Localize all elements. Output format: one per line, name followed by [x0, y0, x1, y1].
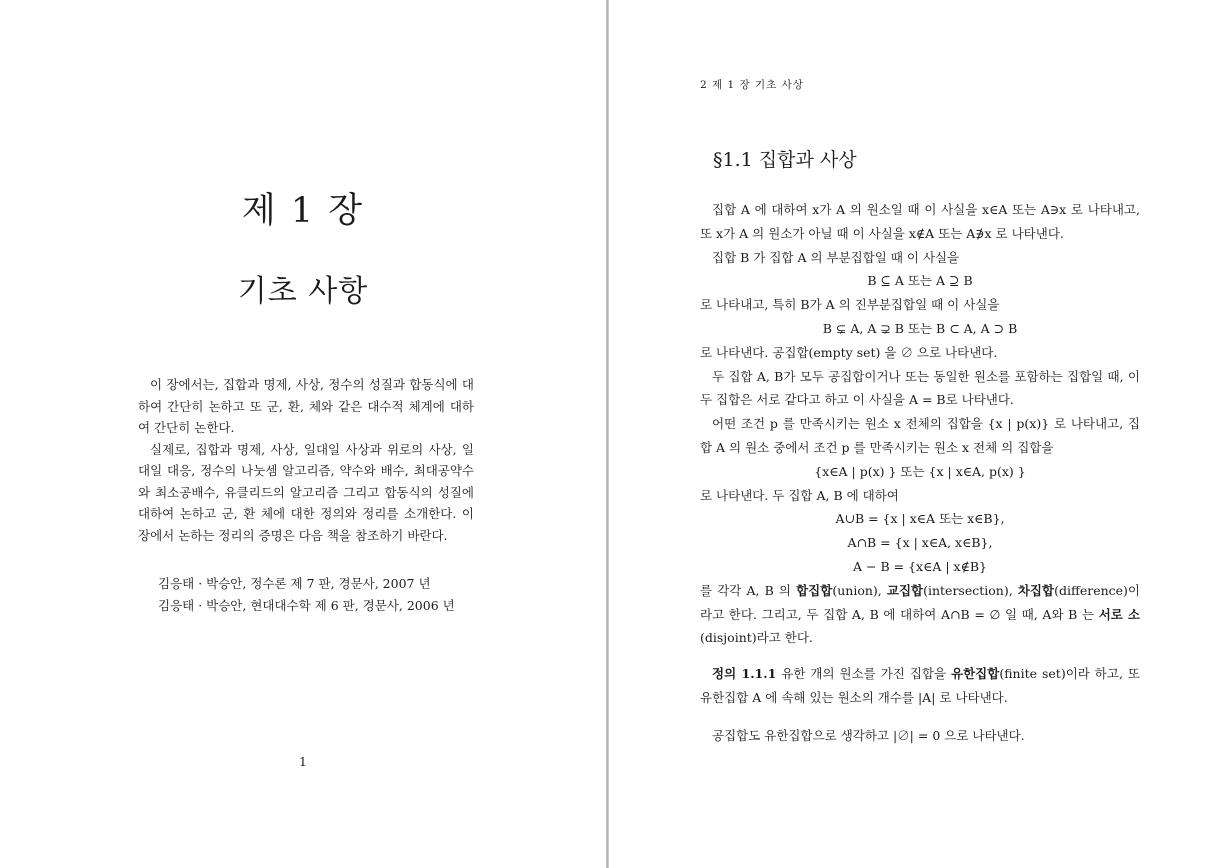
definition: [700, 662, 1140, 710]
reference-item: 김응태 · 박승안, 현대대수학 제 6 판, 경문사, 2006 년: [158, 598, 455, 613]
intro-paragraph: 실제로, 집합과 명제, 사상, 일대일 사상과 위로의 사상, 일대일 대응, 정수의 나눗셈 알고리즘, 약수와 배수, 최대공약수와 최소공배수, 유클리드의 알고리즘 그리고 합동식의 성질에 대하여 논하고 군, 환 체에 대한 정의와 정리를 소개한다. 이 장에서 논하는 정리의 증명은 다음 책을 참조하기 바란다.: [138, 441, 474, 543]
equation: A∩B = {x | x∈A, x∈B},: [847, 535, 993, 551]
reference-list: [158, 573, 455, 617]
text-run: 를 각각 A, B 의: [700, 582, 797, 598]
reference-item: 김응태 · 박승안, 정수론 제 7 판, 경문사, 2007 년: [158, 576, 431, 591]
text-run: (difference)이라고 한다. 그리고, 두 집합 A, B 에 대하여 A∩B = ∅ 일 때, A와 B 는: [700, 582, 1140, 622]
definition-label: 정의 1.1.1: [712, 666, 777, 682]
paragraph: 로 나타낸다. 공집합(empty set) 을 ∅ 으로 나타낸다.: [700, 344, 998, 360]
text-run: (intersection),: [923, 582, 1018, 598]
chapter-number: 제 1 장: [241, 191, 365, 231]
equation: A∪B = {x | x∈A 또는 x∈B},: [835, 511, 1005, 527]
chapter-title: 기초 사항: [237, 274, 369, 309]
paragraph: 집합 A 에 대하여 x가 A 의 원소일 때 이 사실을 x∈A 또는 A∋x 로 나타내고, 또 x가 A 의 원소가 아닐 때 이 사실을 x∉A 또는 A∌x 로 나타낸다.: [700, 202, 1140, 241]
text-run: (union),: [832, 582, 887, 598]
spacer: [700, 710, 1140, 724]
term-union: 합집합: [796, 582, 833, 598]
page-number: 1: [299, 755, 307, 769]
right-page: [609, 0, 1215, 868]
text-run: (disjoint)라고 한다.: [700, 630, 813, 646]
term-difference: 차집합: [1017, 582, 1055, 598]
spacer: [700, 650, 1140, 662]
section-title: §1.1 집합과 사상: [713, 149, 857, 171]
equation: A − B = {x∈A | x∉B}: [853, 558, 987, 574]
left-page: [0, 0, 606, 868]
text-run: 유한 개의 원소를 가진 집합을: [776, 666, 952, 682]
paragraph: 어떤 조건 p 를 만족시키는 원소 x 전체의 집합을 {x | p(x)} 로 나타내고, 집합 A 의 원소 중에서 조건 p 를 만족시키는 원소 x 전체 의 집합을: [700, 416, 1140, 455]
intro-paragraph: 이 장에서는, 집합과 명제, 사상, 정수의 성질과 합동식에 대하여 간단히 논하고 또 군, 환, 체와 같은 대수적 체계에 대하여 간단히 논한다.: [138, 377, 474, 435]
paragraph: 로 나타낸다. 두 집합 A, B 에 대하여: [700, 487, 899, 503]
paragraph: 집합 B 가 집합 A 의 부분집합일 때 이 사실을: [712, 249, 960, 265]
section-body: [700, 198, 1140, 748]
term-intersection: 교집합: [886, 582, 924, 598]
equation: B ⊆ A 또는 A ⊇ B: [867, 273, 973, 289]
equation: B ⊊ A, A ⊋ B 또는 B ⊂ A, A ⊃ B: [822, 320, 1018, 336]
chapter-intro: [138, 374, 474, 546]
equation: {x∈A | p(x) } 또는 {x | x∈A, p(x) }: [814, 463, 1026, 479]
text-run: (finite set)이라 하고, 또 유한집합 A 에 속해 있는 원소의 개수를 |A| 로 나타낸다.: [700, 666, 1140, 705]
running-head: 2 제 1 장 기초 사상: [700, 79, 804, 91]
term-finite-set: 유한집합: [951, 666, 1000, 682]
term-disjoint: 서로 소: [1098, 606, 1140, 622]
paragraph: [700, 579, 1140, 650]
paragraph: 공집합도 유한집합으로 생각하고 |∅| = 0 으로 나타낸다.: [712, 727, 1025, 743]
paragraph: 두 집합 A, B가 모두 공집합이거나 또는 동일한 원소를 포함하는 집합일 때, 이 두 집합은 서로 같다고 하고 이 사실을 A = B로 나타낸다.: [700, 368, 1140, 408]
paragraph: 로 나타내고, 특히 B가 A 의 진부분집합일 때 이 사실을: [700, 297, 1000, 313]
